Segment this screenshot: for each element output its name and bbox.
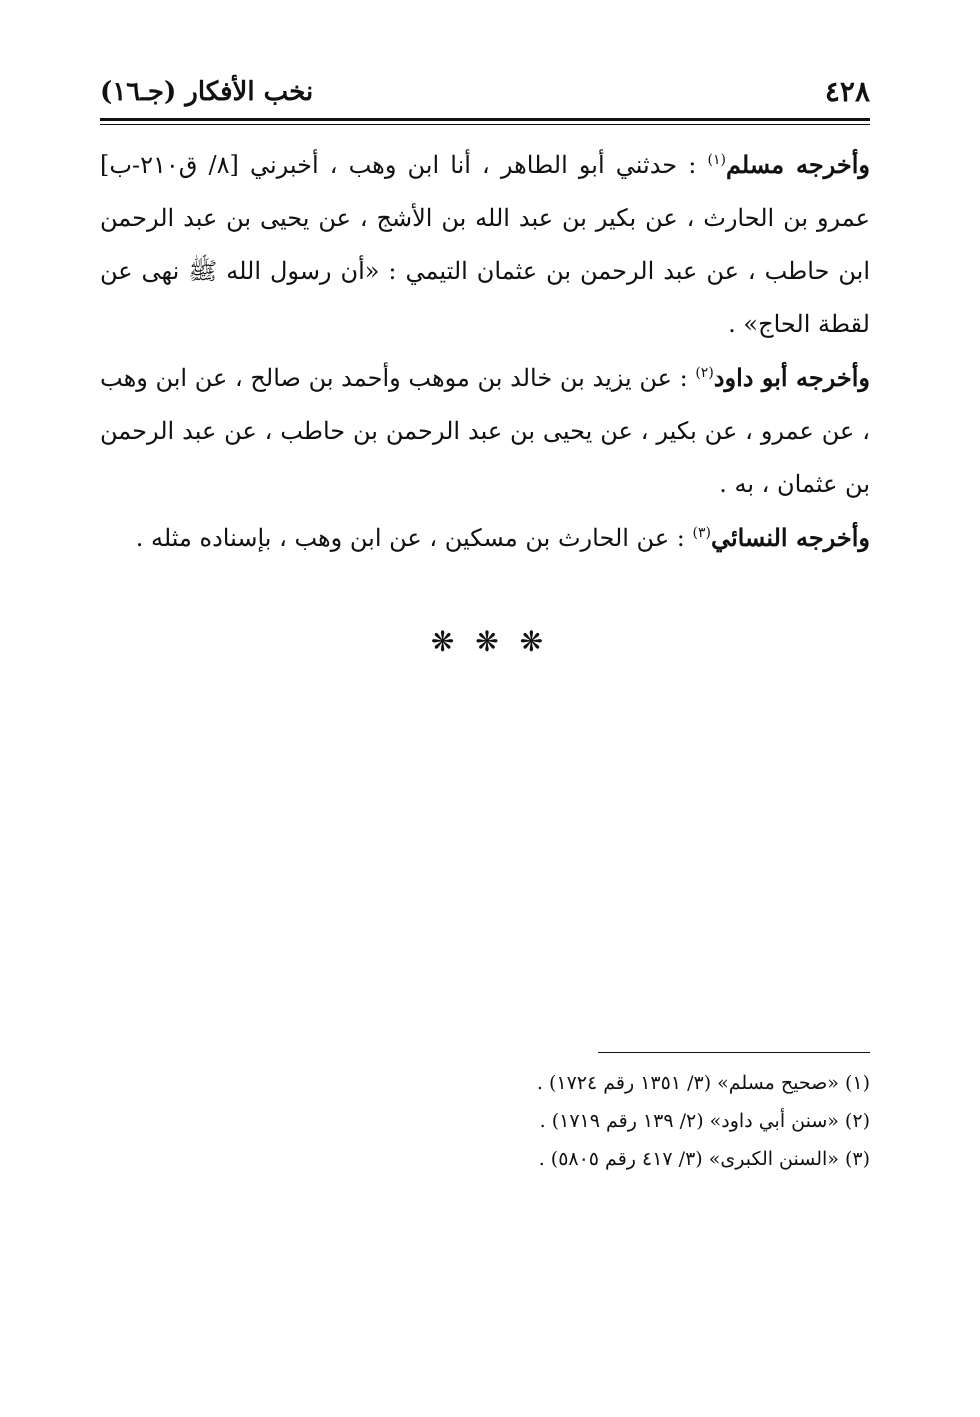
paragraph-lead: وأخرجه أبو داود (713, 363, 870, 392)
footnote-ref: (٢) (695, 365, 714, 381)
footnote-2: (٢) «سنن أبي داود» (٢/ ١٣٩ رقم ١٧١٩) . (539, 1110, 870, 1132)
paragraph-lead: وأخرجه النسائي (710, 523, 870, 552)
header-rule-thick (100, 118, 870, 121)
footnote-ref: (١) (707, 152, 726, 168)
footnote-ref: (٣) (692, 525, 711, 541)
section-separator: ❋ ❋ ❋ (430, 625, 550, 658)
header-rule-thin (100, 124, 870, 125)
paragraph-lead: وأخرجه مسلم (725, 150, 871, 179)
paragraph-text: : عن يزيد بن خالد بن موهب وأحمد بن صالح ، عن ابن وهب ، عن عمرو ، عن بكير ، عن يحيى بن عبد الرحمن بن حاطب ، عن عبد الرحمن بن عثمان ، به . (100, 364, 870, 498)
footnotes (100, 1064, 870, 1178)
page-number: ٤٢٨ (824, 75, 870, 108)
running-title: نخب الأفكار (جـ١٦) (100, 77, 314, 107)
paragraph-muslim (100, 138, 870, 351)
footnote-rule (598, 1052, 870, 1053)
paragraph-nasai (100, 511, 870, 565)
footnote-1: (١) «صحيح مسلم» (٣/ ١٣٥١ رقم ١٧٢٤) . (536, 1072, 870, 1094)
page-header (100, 70, 870, 114)
paragraph-abu-dawud (100, 351, 870, 511)
main-text (100, 138, 870, 565)
footnote-3: (٣) «السنن الكبرى» (٣/ ٤١٧ رقم ٥٨٠٥) . (538, 1148, 870, 1170)
paragraph-text: : حدثني أبو الطاهر ، أنا ابن وهب ، أخبرني [٨/ ق٢١٠-ب] عمرو بن الحارث ، عن بكير بن عبد الله بن الأشج ، عن يحيى بن عبد الرحمن ابن حاطب ، عن عبد الرحمن بن عثمان التيمي : «أن رسول الله ﷺ نهى عن لقطة الحاج» . (100, 151, 870, 338)
paragraph-text: : عن الحارث بن مسكين ، عن ابن وهب ، بإسناده مثله . (135, 524, 693, 552)
